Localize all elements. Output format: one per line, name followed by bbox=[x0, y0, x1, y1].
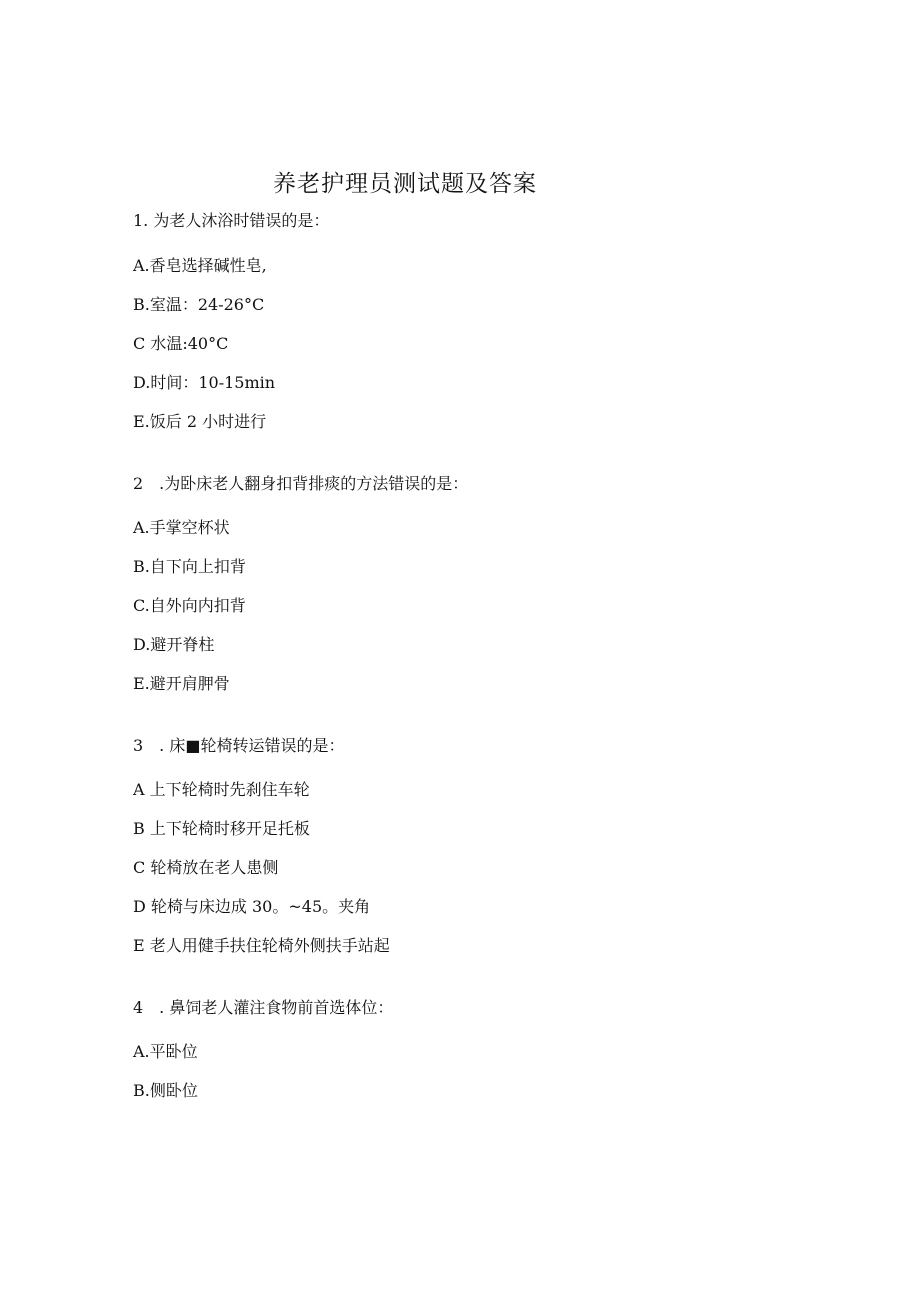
question-3-stem: 3 . 床■轮椅转运错误的是： bbox=[133, 736, 345, 755]
question-4-option-a: A.平卧位 bbox=[133, 1042, 198, 1061]
question-1-option-b: B.室温：24-26°C bbox=[133, 295, 265, 314]
question-3-option-c: C 轮椅放在老人患侧 bbox=[133, 858, 279, 877]
question-1-option-a: A.香皂选择碱性皂, bbox=[133, 256, 267, 275]
question-1-option-c: C 水温:40°C bbox=[133, 334, 229, 353]
question-2-option-b: B.自下向上扣背 bbox=[133, 557, 246, 576]
question-4-stem: 4 . 鼻饲老人灌注食物前首选体位： bbox=[133, 998, 394, 1017]
question-3-option-b: B 上下轮椅时移开足托板 bbox=[133, 819, 310, 838]
question-2-option-c: C.自外向内扣背 bbox=[133, 596, 246, 615]
question-2-option-e: E.避开肩胛骨 bbox=[133, 674, 230, 693]
question-2-option-d: D.避开脊柱 bbox=[133, 635, 215, 654]
question-3-option-d: D 轮椅与床边成 30。~45。夹角 bbox=[133, 897, 371, 916]
question-2-option-a: A.手掌空杯状 bbox=[133, 518, 230, 537]
question-3-option-e: E 老人用健手扶住轮椅外侧扶手站起 bbox=[133, 936, 390, 955]
question-1-stem: 1. 为老人沐浴时错误的是： bbox=[133, 211, 330, 230]
question-1-option-e: E.饭后 2 小时进行 bbox=[133, 412, 267, 431]
document-title: 养老护理员测试题及答案 bbox=[273, 171, 537, 197]
question-4-option-b: B.侧卧位 bbox=[133, 1081, 198, 1100]
question-1-option-d: D.时间：10-15min bbox=[133, 373, 276, 392]
question-3-option-a: A 上下轮椅时先刹住车轮 bbox=[133, 780, 310, 799]
question-2-stem: 2 .为卧床老人翻身扣背排痰的方法错误的是： bbox=[133, 474, 469, 493]
